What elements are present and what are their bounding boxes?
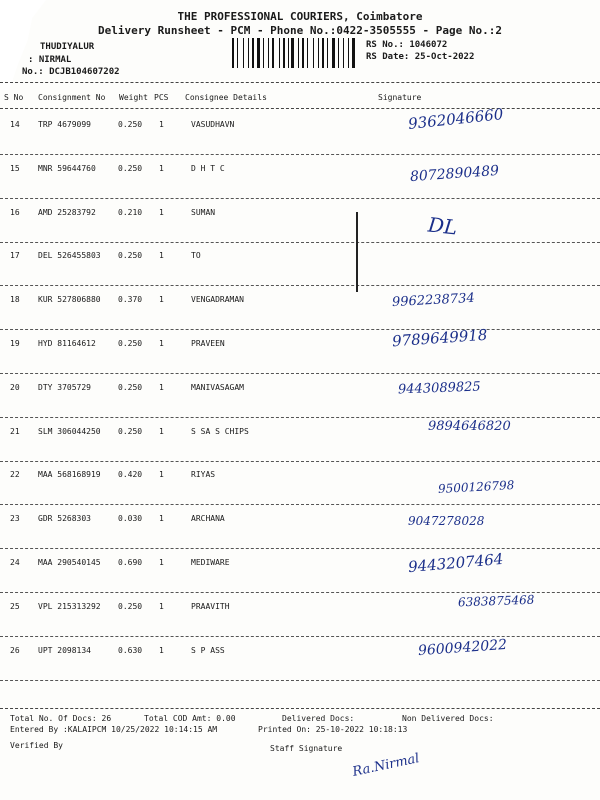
row-consignment-no: DEL 526455803	[38, 251, 101, 261]
row-pcs: 1	[159, 207, 164, 217]
row-sno: 17	[10, 251, 20, 261]
row-divider	[0, 329, 600, 330]
row-consignment-no: KUR 527806880	[38, 295, 101, 305]
staff-handwritten-signature: Ra.Nirmal	[351, 751, 421, 780]
total-cod: Total COD Amt: 0.00	[144, 714, 236, 723]
footer-divider	[0, 708, 600, 709]
total-docs: Total No. Of Docs: 26	[10, 714, 112, 723]
row-consignment-no: AMD 25283792	[38, 207, 96, 217]
row-weight: 0.250	[118, 426, 143, 436]
row-sno: 21	[10, 426, 20, 436]
row-pcs: 1	[159, 558, 164, 567]
non-delivered-docs: Non Delivered Docs:	[402, 714, 494, 723]
row-weight: 0.250	[118, 163, 143, 173]
row-consignment-no: DTY 3705729	[38, 382, 91, 392]
row-sno: 16	[10, 207, 20, 217]
row-divider	[0, 636, 600, 637]
row-consignee: ARCHANA	[191, 514, 225, 524]
table-row	[0, 592, 600, 645]
col-consignee: Consignee Details	[185, 93, 267, 102]
row-signature: 9500126798	[437, 478, 515, 497]
row-weight: 0.420	[118, 470, 143, 480]
row-consignee: VASUDHAVN	[191, 120, 235, 129]
row-signature: 9362046660	[407, 105, 505, 133]
runsheet-title: Delivery Runsheet - PCM - Phone No.:0422-3505555 - Page No.:2	[98, 24, 502, 37]
row-weight: 0.630	[118, 645, 143, 655]
row-divider	[0, 461, 600, 462]
row-sno: 23	[10, 514, 20, 524]
row-pcs: 1	[159, 120, 164, 129]
row-consignment-no: MAA 290540145	[38, 558, 101, 567]
row-sno: 26	[10, 645, 20, 655]
row-signature: 9443207464	[407, 549, 505, 577]
row-weight: 0.370	[118, 295, 143, 305]
row-weight: 0.690	[118, 558, 143, 567]
row-signature: DL	[426, 212, 459, 240]
table-row	[0, 514, 600, 557]
row-weight: 0.250	[118, 251, 143, 261]
entered-by: Entered By :KALAIPCM 10/25/2022 10:14:15 AM	[10, 725, 218, 734]
row-signature: 8072890489	[409, 162, 500, 185]
row-pcs: 1	[159, 339, 164, 348]
row-pcs: 1	[159, 601, 164, 611]
col-pcs: PCS	[154, 93, 169, 102]
row-sno: 20	[10, 382, 20, 392]
row-divider	[0, 373, 600, 374]
row-consignment-no: UPT 2098134	[38, 645, 91, 655]
row-divider	[0, 504, 600, 505]
row-consignment-no: VPL 215313292	[38, 601, 101, 611]
staff-signature-label: Staff Signature	[270, 744, 343, 753]
row-weight: 0.250	[118, 382, 143, 392]
row-consignment-no: GDR 5268303	[38, 514, 91, 524]
row-consignee: MANIVASAGAM	[191, 382, 244, 392]
col-weight: Weight	[119, 93, 148, 102]
dc-number: No.: DCJB104607202	[22, 67, 120, 77]
table-row	[0, 636, 600, 689]
row-sno: 18	[10, 295, 20, 305]
table-row	[0, 105, 600, 163]
row-consignee: PRAAVITH	[191, 601, 230, 611]
row-signature: 9600942022	[417, 636, 508, 659]
row-consignee: PRAVEEN	[191, 339, 225, 348]
row-pcs: 1	[159, 251, 164, 261]
row-pcs: 1	[159, 382, 164, 392]
barcode	[232, 38, 358, 68]
row-pcs: 1	[159, 426, 164, 436]
row-consignee: SUMAN	[191, 207, 216, 217]
table-row	[0, 418, 600, 470]
row-divider	[0, 548, 600, 549]
staff-name: : NIRMAL	[28, 55, 72, 65]
row-sno: 19	[10, 339, 20, 348]
table-row	[0, 470, 600, 513]
row-pcs: 1	[159, 514, 164, 524]
printed-on: Printed On: 25-10-2022 10:18:13	[258, 725, 408, 734]
row-sno: 15	[10, 163, 20, 173]
row-consignment-no: HYD 81164612	[38, 339, 96, 348]
row-consignment-no: MNR 59644760	[38, 163, 96, 173]
row-signature: 9443089825	[397, 379, 481, 398]
rs-number: RS No.: 1046072	[366, 40, 448, 50]
verified-by: Verified By	[10, 741, 63, 750]
row-signature: 9894646820	[428, 418, 511, 434]
header-divider	[0, 82, 600, 83]
row-signature: 6383875468	[457, 592, 535, 610]
delivered-docs: Delivered Docs:	[282, 714, 355, 723]
col-sno: S No	[4, 93, 24, 102]
row-weight: 0.250	[118, 601, 143, 611]
row-consignee: VENGADRAMAN	[191, 295, 244, 305]
row-consignee: S P ASS	[191, 645, 225, 655]
column-divider	[0, 108, 600, 109]
row-consignee: TO	[191, 251, 201, 261]
row-divider	[0, 198, 600, 199]
row-divider	[0, 242, 600, 243]
row-consignment-no: TRP 4679099	[38, 120, 91, 129]
company-title: THE PROFESSIONAL COURIERS, Coimbatore	[177, 10, 423, 23]
row-weight: 0.250	[118, 120, 143, 129]
row-sno: 25	[10, 601, 20, 611]
row-pcs: 1	[159, 163, 164, 173]
table-row	[0, 208, 600, 251]
row-divider	[0, 154, 600, 155]
row-consignment-no: SLM 306044250	[38, 426, 101, 436]
row-divider	[0, 680, 600, 681]
row-consignment-no: MAA 568168919	[38, 470, 101, 480]
row-signature: 9789649918	[391, 325, 488, 351]
row-pcs: 1	[159, 295, 164, 305]
signature-stroke	[356, 212, 358, 292]
row-pcs: 1	[159, 470, 164, 480]
row-pcs: 1	[159, 645, 164, 655]
row-sno: 22	[10, 470, 20, 480]
table-row	[0, 164, 600, 207]
row-sno: 24	[10, 558, 20, 567]
row-sno: 14	[10, 120, 20, 129]
table-row	[0, 291, 600, 338]
row-weight: 0.030	[118, 514, 143, 524]
row-consignee: MEDIWARE	[191, 558, 230, 567]
table-row	[0, 325, 600, 382]
col-signature: Signature	[378, 93, 422, 102]
row-signature: 9047278028	[408, 514, 485, 529]
row-consignee: D H T C	[191, 163, 225, 173]
rs-date: RS Date: 25-Oct-2022	[366, 52, 475, 62]
area-name: THUDIYALUR	[40, 42, 95, 52]
col-consignment: Consignment No	[38, 93, 106, 102]
table-row	[0, 251, 600, 294]
row-divider	[0, 285, 600, 286]
row-consignee: S SA S CHIPS	[191, 426, 249, 436]
row-weight: 0.250	[118, 339, 143, 348]
row-consignee: RIYAS	[191, 470, 216, 480]
row-signature: 9962238734	[391, 291, 476, 311]
row-weight: 0.210	[118, 207, 143, 217]
